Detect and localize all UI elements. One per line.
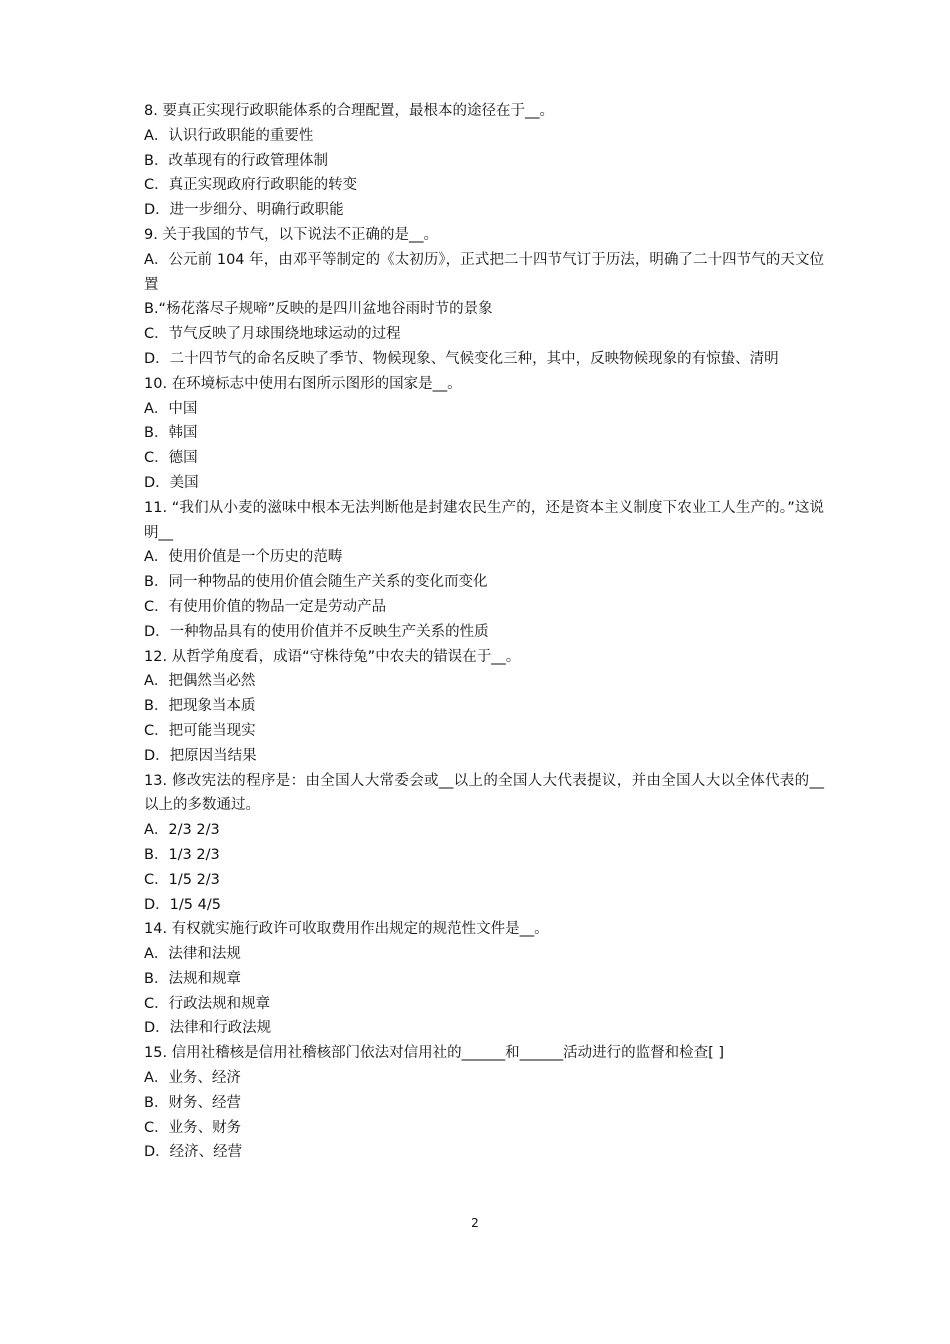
option-12b: B．把现象当本质 <box>144 698 256 715</box>
question-12: 12. 从哲学角度看，成语“守株待兔”中农夫的错误在于__。 <box>144 648 521 665</box>
question-15: 15. 信用社稽核是信用社稽核部门依法对信用社的______和______活动进行的监督和检查[ ] <box>144 1045 725 1062</box>
question-14: 14. 有权就实施行政许可收取费用作出规定的规范性文件是__。 <box>144 921 549 938</box>
option-9d: D．二十四节气的命名反映了季节、物候现象、气候变化三种，其中，反映物候现象的有惊蛰、清明 <box>144 350 779 367</box>
option-15c: C．业务、财务 <box>144 1119 242 1136</box>
option-9c: C．节气反映了月球围绕地球运动的过程 <box>144 326 401 343</box>
option-13a: A．2/3 2/3 <box>144 822 220 839</box>
question-9: 9. 关于我国的节气，以下说法不正确的是__。 <box>144 226 438 243</box>
option-8b: B．改革现有的行政管理体制 <box>144 152 328 169</box>
option-14d: D．法律和行政法规 <box>144 1020 272 1037</box>
question-13: 13. 修改宪法的程序是：由全国人大常委会或__以上的全国人大代表提议，并由全国人大以全体代表的__以上的多数通过。 <box>144 772 824 814</box>
option-9a: A．公元前 104 年，由邓平等制定的《太初历》，正式把二十四节气订于历法，明确了二十四节气的天文位置 <box>144 251 824 293</box>
option-12d: D．把原因当结果 <box>144 747 257 764</box>
option-11a: A．使用价值是一个历史的范畴 <box>144 549 343 566</box>
option-14b: B．法规和规章 <box>144 970 241 987</box>
option-10c: C．德国 <box>144 450 198 467</box>
option-12c: C．把可能当现实 <box>144 722 256 739</box>
option-12a: A．把偶然当必然 <box>144 673 256 690</box>
option-15b: B．财务、经营 <box>144 1094 241 1111</box>
question-list <box>144 99 824 1165</box>
option-10b: B．韩国 <box>144 425 198 442</box>
option-13d: D．1/5 4/5 <box>144 896 221 913</box>
option-11d: D．一种物品具有的使用价值并不反映生产关系的性质 <box>144 623 489 640</box>
page-number: 2 <box>471 1216 479 1230</box>
option-8c: C．真正实现政府行政职能的转变 <box>144 177 358 194</box>
option-14c: C．行政法规和规章 <box>144 995 271 1012</box>
option-10a: A．中国 <box>144 400 198 417</box>
question-8: 8. 要真正实现行政职能体系的合理配置，最根本的途径在于__。 <box>144 103 554 119</box>
option-9b: B.“杨花落尽子规啼”反映的是四川盆地谷雨时节的景象 <box>144 301 493 318</box>
option-11b: B．同一种物品的使用价值会随生产关系的变化而变化 <box>144 574 488 591</box>
option-13c: C．1/5 2/3 <box>144 871 220 888</box>
option-15d: D．经济、经营 <box>144 1144 243 1161</box>
option-10d: D．美国 <box>144 474 199 491</box>
option-8d: D．进一步细分、明确行政职能 <box>144 202 344 219</box>
option-11c: C．有使用价值的物品一定是劳动产品 <box>144 598 387 615</box>
option-8a: A．认识行政职能的重要性 <box>144 127 314 144</box>
option-13b: B．1/3 2/3 <box>144 846 220 863</box>
option-15a: A．业务、经济 <box>144 1070 241 1087</box>
option-14a: A．法律和法规 <box>144 946 241 963</box>
question-10: 10. 在环境标志中使用右图所示图形的国家是__。 <box>144 375 462 392</box>
question-11: 11. “我们从小麦的滋味中根本无法判断他是封建农民生产的，还是资本主义制度下农业工人生产的。”这说明__ <box>144 499 824 541</box>
